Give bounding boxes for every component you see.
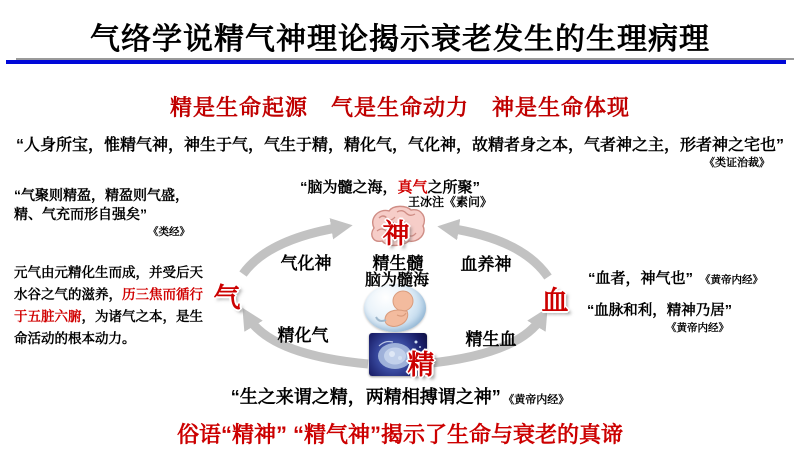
label-qi-to-shen: 气化神 <box>280 254 332 273</box>
quote-blood-1-text: “血者，神气也” <box>588 270 694 287</box>
node-xue: 血 <box>541 286 569 316</box>
paragraph-yuanqi-post: ，为诸气之本，是生命活动的根本动力。 <box>14 309 203 346</box>
quote-bottom <box>0 383 800 409</box>
paragraph-yuanqi <box>14 262 208 350</box>
paragraph-yuanqi-pre: 元气由元精化生而成，并受后天水谷之气的滋养， <box>14 265 203 302</box>
quote-blood-1 <box>588 267 763 288</box>
page-title: 气络学说精气神理论揭示衰老发生的生理病理 <box>90 23 710 56</box>
fetus-icon <box>364 284 426 332</box>
quote-qi-left-source: 《类经》 <box>148 226 190 238</box>
quote-brain-source: 王冰注《素问》 <box>407 195 492 209</box>
quote-blood-2: “血脉和利，精神乃居” <box>587 303 732 319</box>
quote-brain-post: 之所聚” <box>427 179 481 196</box>
quote-blood-1-source: 《黄帝内经》 <box>700 274 764 286</box>
quote-bottom-text: “生之来谓之精，两精相搏谓之神” <box>230 387 501 407</box>
diagram-center-line1: 精生髓 <box>372 254 424 273</box>
node-qi: 气 <box>213 283 241 313</box>
node-jing: 精 <box>407 350 435 380</box>
quote-qi-left: “气聚则精盈，精盈则气盛，精、气充而形自强矣” <box>14 187 189 222</box>
quote-main: “人身所宝，惟精气神，神生于气，气生于精，精化气，气化神，故精者身之本，气者神之主，形者神之宅也” <box>15 137 784 154</box>
subtitle: 精是生命起源 气是生命动力 神是生命体现 <box>169 95 630 120</box>
quote-main-source: 《类证治裁》 <box>704 157 770 169</box>
label-xue-to-shen: 血养神 <box>460 255 512 274</box>
quote-blood-2-source: 《黄帝内经》 <box>666 322 729 334</box>
title-divider <box>6 60 786 64</box>
quote-brain-highlight: 真气 <box>397 179 428 196</box>
footer-conclusion: 俗语“精神” “精气神”揭示了生命与衰老的真谛 <box>176 422 624 447</box>
quote-brain-pre: “脑为髓之海， <box>299 179 398 196</box>
label-jing-to-qi: 精化气 <box>277 326 329 345</box>
label-jing-to-xue: 精生血 <box>465 330 517 349</box>
diagram-center-line2: 脑为髓海 <box>364 272 430 289</box>
node-shen: 神 <box>382 219 410 249</box>
quote-bottom-source: 《黄帝内经》 <box>508 394 570 406</box>
paragraph-yuanqi-highlight: 历三焦而循行于五脏六腑 <box>14 287 203 324</box>
